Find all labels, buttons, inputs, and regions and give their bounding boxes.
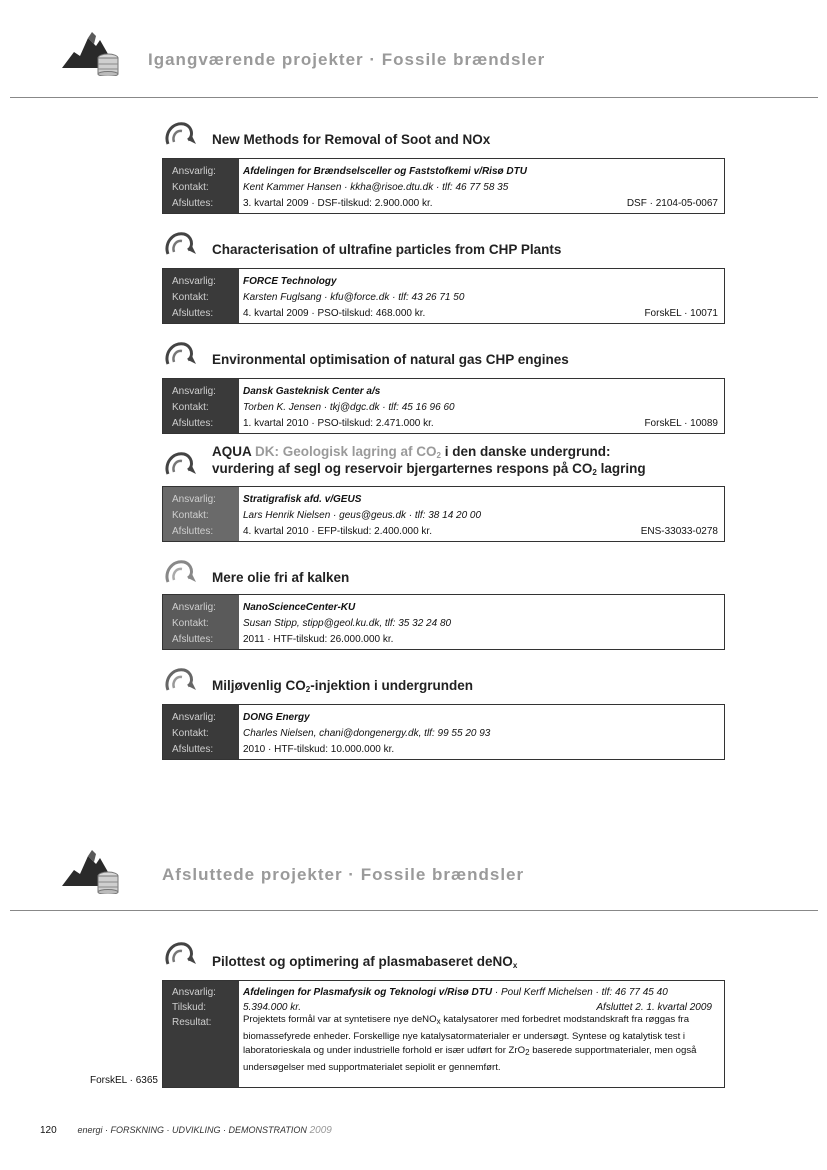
label-afsluttes: Afsluttes: xyxy=(172,418,214,429)
oil-barrel-logo-icon xyxy=(60,30,122,76)
project-title: Pilottest og optimering af plasmabaseret deNO$_x$ xyxy=(212,954,518,970)
project-info-box xyxy=(162,594,725,650)
label-column xyxy=(163,379,239,433)
responsible-org: Dansk Gasteknisk Center a/s xyxy=(243,386,381,397)
section-divider xyxy=(10,910,818,911)
project-title: Mere olie fri af kalken xyxy=(212,570,350,585)
label-tilskud: Tilskud: xyxy=(172,1002,207,1013)
label-afsluttes: Afsluttes: xyxy=(172,198,214,209)
contact-info: Torben K. Jensen · tkj@dgc.dk · tlf: 45 16 96 60 xyxy=(243,402,455,413)
result-description: Projektets formål var at syntetisere nye deNO$_x$ katalysatorer med forbedret modstandskraft fra røggas fra biomassefyrede enheder. Forskellige nye katalysatormaterialer er undersøgt. Syntese og katalytisk test i laboratorieskala og under industrielle forhold er især udført for ZrO$_2$ baserede supportmaterialer, men også undersøgelser med supportmaterialet sepiolit er gennemført. xyxy=(243,1014,697,1073)
responsible-org: NanoScienceCenter-KU xyxy=(243,602,356,613)
project-info-box xyxy=(162,980,725,1088)
label-ansvarlig: Ansvarlig: xyxy=(172,602,216,613)
label-afsluttes: Afsluttes: xyxy=(172,634,214,645)
footer-year: 2009 xyxy=(309,1125,332,1136)
project-reference: ForskEL · 6365 xyxy=(90,1075,158,1086)
project-title: Environmental optimisation of natural gas CHP engines xyxy=(212,352,569,367)
label-ansvarlig: Ansvarlig: xyxy=(172,987,216,998)
label-afsluttes: Afsluttes: xyxy=(172,526,214,537)
swirl-icon xyxy=(162,118,200,150)
swirl-icon xyxy=(162,448,200,480)
responsible-org: DONG Energy xyxy=(243,712,310,723)
label-column xyxy=(163,487,239,541)
project-reference: ForskEL · 10089 xyxy=(644,418,718,429)
label-afsluttes: Afsluttes: xyxy=(172,744,214,755)
label-ansvarlig: Ansvarlig: xyxy=(172,166,216,177)
section-title: Igangværende projekter · Fossile brændsler xyxy=(148,50,546,69)
label-column xyxy=(163,595,239,649)
section-title: Afsluttede projekter · Fossile brændsler xyxy=(162,865,525,884)
swirl-icon xyxy=(162,338,200,370)
responsible-org: Afdelingen for Brændselsceller og Faststofkemi v/Risø DTU xyxy=(243,166,527,177)
responsible-org: FORCE Technology xyxy=(243,276,337,287)
grant-amount: 5.394.000 kr. xyxy=(243,1002,302,1013)
project-info-box xyxy=(162,158,725,214)
label-afsluttes: Afsluttes: xyxy=(172,308,214,319)
end-date-funding: 3. kvartal 2009 · DSF-tilskud: 2.900.000 kr. xyxy=(243,198,433,209)
label-kontakt: Kontakt: xyxy=(172,728,209,739)
page-footer xyxy=(40,1125,332,1136)
completion-date: Afsluttet 2. 1. kvartal 2009 xyxy=(596,1002,712,1013)
label-kontakt: Kontakt: xyxy=(172,510,209,521)
label-kontakt: Kontakt: xyxy=(172,402,209,413)
label-column xyxy=(163,705,239,759)
swirl-icon xyxy=(162,938,200,970)
contact-info: Karsten Fuglsang · kfu@force.dk · tlf: 43 26 71 50 xyxy=(243,292,465,303)
end-date-funding: 2011 · HTF-tilskud: 26.000.000 kr. xyxy=(243,634,394,645)
label-kontakt: Kontakt: xyxy=(172,292,209,303)
label-ansvarlig: Ansvarlig: xyxy=(172,276,216,287)
contact-info: Kent Kammer Hansen · kkha@risoe.dtu.dk · tlf: 46 77 58 35 xyxy=(243,182,509,193)
contact-info: Charles Nielsen, chani@dongenergy.dk, tlf: 99 55 20 93 xyxy=(243,728,491,739)
contact-info: Susan Stipp, stipp@geol.ku.dk, tlf: 35 32 24 80 xyxy=(243,618,452,629)
label-kontakt: Kontakt: xyxy=(172,618,209,629)
label-resultat: Resultat: xyxy=(172,1017,212,1028)
project-reference: DSF · 2104-05-0067 xyxy=(626,198,718,209)
label-column xyxy=(163,981,239,1087)
footer-tagline: energi · FORSKNING · UDVIKLING · DEMONSTRATION xyxy=(77,1125,307,1135)
end-date-funding: 4. kvartal 2009 · PSO-tilskud: 468.000 kr. xyxy=(243,308,426,319)
project-reference: ENS-33033-0278 xyxy=(640,526,718,537)
swirl-icon xyxy=(162,228,200,260)
label-column xyxy=(163,159,239,213)
project-title-line-1: AQUA DK: Geologisk lagring af $CO_2$ i den danske undergrund: xyxy=(212,444,611,460)
label-kontakt: Kontakt: xyxy=(172,182,209,193)
oil-barrel-logo-icon xyxy=(60,848,122,894)
project-info-box xyxy=(162,704,725,760)
end-date-funding: 1. kvartal 2010 · PSO-tilskud: 2.471.000 kr. xyxy=(243,418,434,429)
label-column xyxy=(163,269,239,323)
label-ansvarlig: Ansvarlig: xyxy=(172,386,216,397)
project-title: Characterisation of ultrafine particles from CHP Plants xyxy=(212,242,562,257)
project-info-box xyxy=(162,378,725,434)
end-date-funding: 4. kvartal 2010 · EFP-tilskud: 2.400.000 kr. xyxy=(243,526,432,537)
swirl-icon xyxy=(162,556,200,588)
swirl-icon xyxy=(162,664,200,696)
contact-info: Lars Henrik Nielsen · geus@geus.dk · tlf: 38 14 20 00 xyxy=(243,510,482,521)
project-title: New Methods for Removal of Soot and NOx xyxy=(212,132,491,147)
label-ansvarlig: Ansvarlig: xyxy=(172,712,216,723)
responsible-org: Afdelingen for Plasmafysik og Teknologi v/Risø DTU · Poul Kerff Michelsen · tlf: 46 77 45 40 xyxy=(243,987,668,998)
section-divider xyxy=(10,97,818,98)
project-info-box xyxy=(162,268,725,324)
project-reference: ForskEL · 10071 xyxy=(644,308,718,319)
page-number: 120 xyxy=(40,1125,57,1136)
end-date-funding: 2010 · HTF-tilskud: 10.000.000 kr. xyxy=(243,744,395,755)
label-ansvarlig: Ansvarlig: xyxy=(172,494,216,505)
project-title: Miljøvenlig $CO_2$-injektion i undergrunden xyxy=(212,678,473,694)
project-title-line-2: vurdering af segl og reservoir bjergarternes respons på $CO_2$ lagring xyxy=(212,461,646,477)
project-info-box xyxy=(162,486,725,542)
responsible-org: Stratigrafisk afd. v/GEUS xyxy=(243,494,362,505)
